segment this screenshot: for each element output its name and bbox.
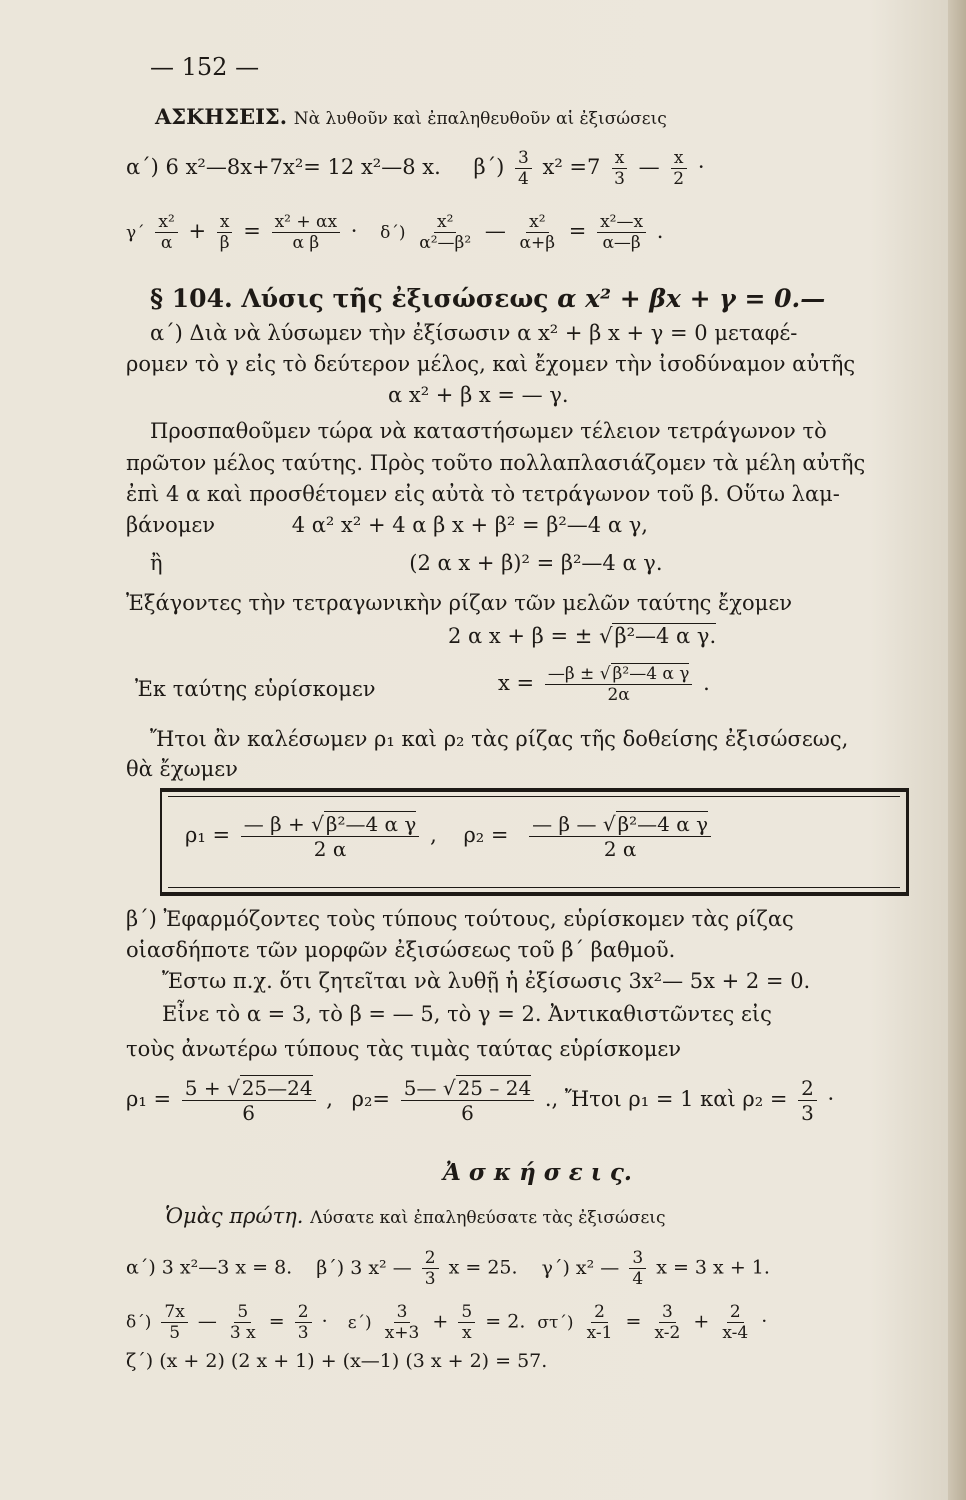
- text-line: Εἶνε τὸ α = 3, τὸ β = — 5, τὸ γ = 2. Ἀντικαθιστῶντες εἰς: [162, 1002, 772, 1026]
- page-spine: [948, 0, 966, 1500]
- text-line: α΄) Διὰ νὰ λύσωμεν τὴν ἐξίσωσιν α x² + β x + γ = 0 μεταφέ-: [150, 321, 798, 345]
- text-line: ρομεν τὸ γ εἰς τὸ δεύτερον μέλος, καὶ ἔχομεν τὴν ἰσοδύναμον αὐτῆς: [126, 352, 856, 376]
- group-instruction: Λύσατε καὶ ἐπαληθεύσατε τὰς ἐξισώσεις: [310, 1208, 666, 1228]
- end-dot: ·: [697, 155, 705, 179]
- exercises-instruction: Νὰ λυθοῦν καὶ ἐπαληθευθοῦν αἱ ἐξισώσεις: [293, 109, 667, 129]
- text-line: πρῶτον μέλος ταύτης. Πρὸς τοῦτο πολλαπλασιάζομεν τὰ μέλη αὐτῆς: [126, 451, 866, 475]
- exercises-title: ΑΣΚΗΣΕΙΣ.: [155, 104, 288, 129]
- text-line: τοὺς ἀνωτέρω τύπους τὰς τιμὰς ταύτας εὑρίσκομεν: [126, 1037, 681, 1061]
- text: = 2.: [485, 1310, 526, 1333]
- text-line: οἱασδήποτε τῶν μορφῶν ἐξισώσεως τοῦ β΄ βαθμοῦ.: [126, 938, 676, 962]
- fraction: $\frac{5}{3 x}$: [229, 1302, 256, 1343]
- text: α΄) 3 x²—3 x = 8.: [126, 1256, 293, 1279]
- text: ρ₂=: [351, 1087, 391, 1111]
- section-formula: α x² + βx + γ = 0.—: [557, 284, 826, 313]
- fraction: $\frac{\text{x²—x}}{\alpha—\beta}$: [597, 212, 646, 253]
- exercise-row-2: [126, 212, 663, 253]
- text-line: θὰ ἔχωμεν: [126, 757, 238, 781]
- plus-sign: +: [188, 219, 207, 243]
- text: στ΄): [537, 1312, 574, 1333]
- text: ἢ: [150, 551, 163, 575]
- page-number: — 152 —: [150, 53, 260, 81]
- radicand: β²—4 α γ.: [614, 624, 717, 648]
- section-heading: [150, 286, 825, 312]
- fraction: $\frac{2}{3}$: [422, 1248, 439, 1289]
- text-line: ἐπὶ 4 α καὶ προσθέτομεν εἰς αὐτὰ τὸ τετράγωνον τοῦ β. Οὕτω λαμ-: [126, 482, 840, 506]
- end-dot: ·: [350, 219, 358, 243]
- fraction: $\frac{\text{x²}}{\text{α²—β²}}$: [419, 212, 472, 253]
- fraction: $\frac{5}{x}$: [458, 1302, 475, 1343]
- exercise2-row-1: [126, 1248, 770, 1289]
- fraction: $\frac{x}{\beta}$: [217, 212, 233, 253]
- fraction: $\frac{5— √ 25 - 24}{6}$: [401, 1076, 534, 1125]
- text: x =: [498, 671, 535, 695]
- exercise-g-label: γ΄: [126, 223, 145, 243]
- end-dot: .: [703, 671, 710, 695]
- group-heading: [165, 1203, 665, 1231]
- text: βάνομεν: [126, 513, 216, 537]
- fraction: $\frac{3}{4}$: [629, 1248, 646, 1289]
- fraction: $\frac{3}{x+3}$: [384, 1302, 420, 1343]
- fraction: $\frac{x}{3}$: [611, 148, 628, 189]
- exercise-a: α΄) 6 x²—8x+7x²= 12 x²—8 x.: [126, 155, 441, 179]
- text-line: Ἔστω π.χ. ὅτι ζητεῖται νὰ λυθῇ ἡ ἐξίσωσις 3x²— 5x + 2 = 0.: [162, 969, 811, 993]
- text: β΄) 3 x² —: [316, 1256, 412, 1279]
- end-dot: .: [656, 219, 664, 243]
- minus-sign: —: [638, 155, 660, 179]
- fraction: $\frac{2}{3}$: [798, 1076, 817, 1125]
- section-title: Λύσις τῆς ἐξισώσεως: [241, 284, 549, 313]
- fraction: $\frac{\text{x²}}{\alpha+\beta}$: [519, 212, 556, 253]
- plus-sign: +: [432, 1310, 449, 1333]
- end-dot: ·: [321, 1310, 328, 1333]
- text: Ἤτοι ρ₁ = 1 καὶ ρ₂ =: [564, 1087, 788, 1111]
- fraction: $\frac{2}{3}$: [295, 1302, 312, 1343]
- fraction: $\frac{\text{—β ± √ β²—4 α γ}}{2\alpha}$: [545, 664, 693, 705]
- exercises-heading: [155, 104, 667, 132]
- equals-sign: =: [268, 1310, 285, 1333]
- text-line: Ἐξάγοντες τὴν τετραγωνικὴν ρίζαν τῶν μελῶν ταύτης ἔχομεν: [126, 591, 792, 615]
- exercise-b-label: β΄): [473, 155, 505, 179]
- fraction: $\frac{2}{x-4}$: [722, 1302, 749, 1343]
- fraction: $\frac{2}{x-1}$: [586, 1302, 613, 1343]
- text-line: Προσπαθοῦμεν τώρα νὰ καταστήσωμεν τέλειον τετράγωνον τὸ: [150, 419, 827, 443]
- text: x = 25.: [448, 1256, 518, 1279]
- text-line: [126, 512, 648, 538]
- fraction: $\frac{5 + √ 25—24}{6}$: [182, 1076, 316, 1125]
- equals-sign: =: [568, 219, 587, 243]
- exercise-b-term: x² =7: [542, 155, 601, 179]
- text: ε΄): [347, 1312, 372, 1333]
- text: 2 α x + β = ±: [448, 624, 593, 648]
- equals-sign: =: [243, 219, 261, 243]
- text-line: Ἐκ ταύτης εὑρίσκομεν: [135, 677, 376, 701]
- text-line: Ἤτοι ἂν καλέσωμεν ρ₁ καὶ ρ₂ τὰς ρίζας τῆς δοθείσης ἐξισώσεως,: [150, 727, 849, 751]
- fraction: $\frac{\text{— β — √ β²—4 α γ}}{2 \alpha}$: [529, 812, 711, 861]
- equation: 4 α² x² + 4 α β x + β² = β²—4 α γ,: [291, 513, 648, 537]
- comma: .,: [544, 1087, 559, 1111]
- exercise-d-label: δ΄): [380, 223, 406, 243]
- equals-sign: =: [625, 1310, 642, 1333]
- sqrt-icon: √: [226, 1076, 240, 1100]
- text: δ΄): [126, 1312, 152, 1333]
- equation: α x² + β x = — γ.: [388, 383, 569, 407]
- section-number: § 104.: [150, 284, 233, 313]
- fraction: $\frac{\text{x²}}{\alpha}$: [155, 212, 177, 253]
- example-roots: [126, 1076, 834, 1125]
- fraction: $\frac{3}{4}$: [515, 148, 532, 189]
- comma: ,: [326, 1087, 333, 1111]
- fraction: $\frac{\text{x² + αx}}{\text{α β}}$: [272, 212, 341, 253]
- exercises-subheading: Ἀ σ κ ή σ ε ι ς.: [443, 1159, 632, 1186]
- text-line: β΄) Ἐφαρμόζοντες τοὺς τύπους τούτους, εὑρίσκομεν τὰς ρίζας: [126, 907, 794, 931]
- sqrt-icon: √: [599, 664, 611, 684]
- equation: [498, 664, 710, 705]
- sqrt-icon: √: [442, 1076, 456, 1100]
- fraction: $\frac{x}{2}$: [670, 148, 687, 189]
- plus-sign: +: [693, 1310, 710, 1333]
- text: γ΄) x² —: [541, 1256, 620, 1279]
- roots-formula: [185, 812, 715, 861]
- exercise-row-1: [126, 148, 705, 189]
- sqrt-icon: √: [602, 812, 616, 836]
- text: x = 3 x + 1.: [656, 1256, 770, 1279]
- comma: ,: [430, 823, 437, 847]
- sqrt-icon: √: [311, 812, 324, 836]
- fraction: $\frac{3}{x-2}$: [654, 1302, 681, 1343]
- text: ρ₁ =: [126, 1087, 172, 1111]
- root-1-label: ρ₁ =: [185, 823, 231, 847]
- exercise2-row-2: [126, 1302, 767, 1343]
- minus-sign: —: [197, 1310, 217, 1333]
- text-line: [150, 550, 663, 576]
- exercise2-row-3: ζ΄) (x + 2) (2 x + 1) + (x—1) (3 x + 2) = 57.: [126, 1350, 548, 1372]
- minus-sign: —: [484, 219, 506, 243]
- equation: (2 α x + β)² = β²—4 α γ.: [409, 551, 663, 575]
- root-2-label: ρ₂ =: [463, 823, 509, 847]
- sqrt-icon: √: [599, 624, 613, 648]
- end-dot: ·: [827, 1087, 835, 1111]
- group-label: Ὁμὰς πρώτη.: [165, 1204, 304, 1228]
- equation: [448, 623, 716, 649]
- fraction: $\frac{7x}{5}$: [161, 1302, 187, 1343]
- fraction: $\frac{\text{— β + √ β²—4 α γ}}{2 \alpha}$: [241, 812, 420, 861]
- end-dot: ·: [761, 1310, 768, 1333]
